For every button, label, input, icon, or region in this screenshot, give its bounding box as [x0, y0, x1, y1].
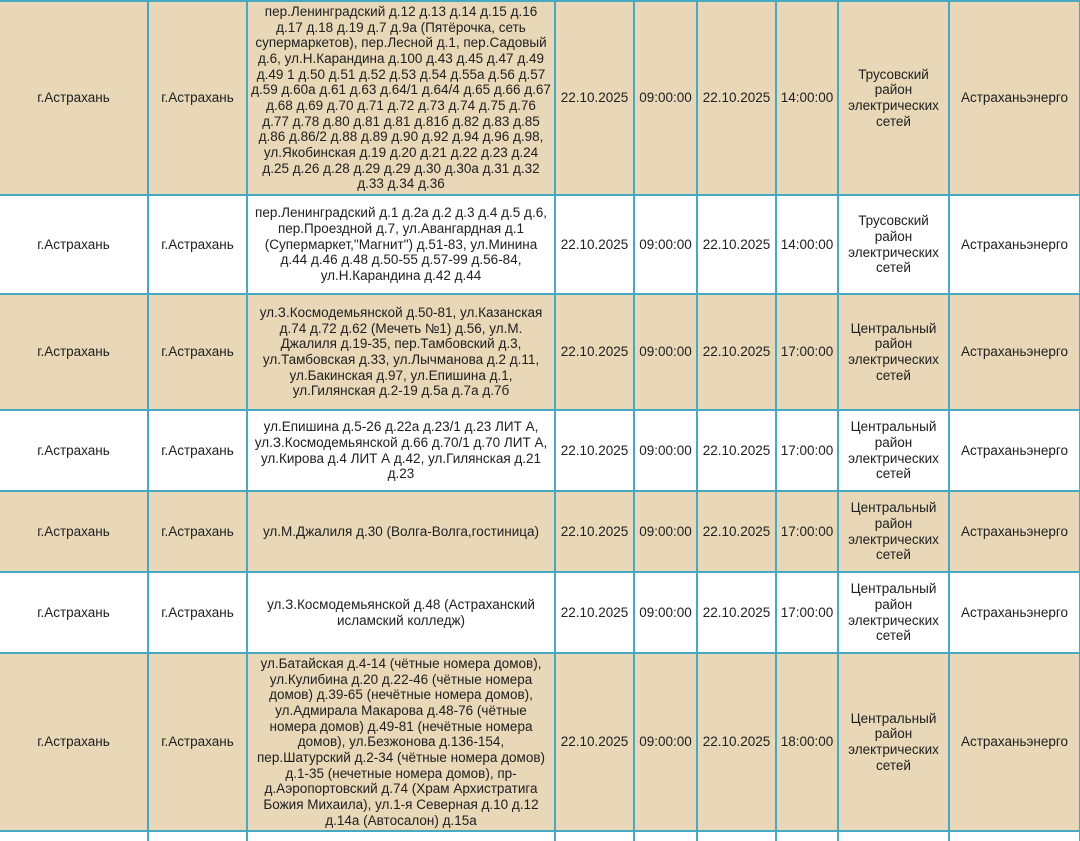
cell-start-date — [555, 831, 634, 841]
cell-settlement: г.Астрахань — [148, 294, 247, 410]
cell-district: Трусовский район электрических сетей — [838, 195, 949, 294]
cell-organization: Астраханьэнерго — [949, 572, 1080, 653]
cell-end-date: 22.10.2025 — [697, 410, 776, 491]
table-row — [0, 294, 1080, 410]
cell-city: г.Астрахань — [0, 491, 148, 572]
cell-city — [0, 831, 148, 841]
cell-end-time: 17:00:00 — [776, 572, 838, 653]
cell-start-time — [634, 831, 697, 841]
cell-end-date: 22.10.2025 — [697, 572, 776, 653]
table-row — [0, 1, 1080, 195]
cell-addresses: ул.З.Космодемьянской д.48 (Астраханский исламский колледж) — [247, 572, 555, 653]
cell-district: Центральный район электрических сетей — [838, 572, 949, 653]
table-row — [0, 831, 1080, 841]
cell-settlement: г.Астрахань — [148, 410, 247, 491]
cell-organization: Астраханьэнерго — [949, 294, 1080, 410]
cell-addresses: ул.З.Космодемьянской д.50-81, ул.Казанская д.74 д.72 д.62 (Мечеть №1) д.56, ул.М. Джалиля д.19-35, пер.Тамбовский д.3, ул.Тамбовская д.33, ул.Лычманова д.2 д.11, ул.Бакинская д.97, ул.Епишина д.1, ул.Гилянская д.2-19 д.5а д.7а д.7б — [247, 294, 555, 410]
cell-start-time: 09:00:00 — [634, 1, 697, 195]
outage-table-body — [0, 1, 1080, 841]
cell-addresses: ул.Батайская д.4-14 (чётные номера домов), ул.Кулибина д.20 д.22-46 (чётные номера домов) д.39-65 (нечётные номера домов), ул.Адмирала Макарова д.48-76 (чётные номера домов) д.49-81 (нечётные номера домов), ул.Безжонова д.136-154, пер.Шатурский д.2-34 (чётные номера домов) д.1-35 (нечетные номера домов), пр-д.Аэропортовский д.74 (Храм Архистратига Божия Михаила), ул.1-я Северная д.10 д.12 д.14а (Автосалон) д.15а — [247, 653, 555, 831]
cell-end-time: 18:00:00 — [776, 653, 838, 831]
cell-city: г.Астрахань — [0, 572, 148, 653]
cell-start-date: 22.10.2025 — [555, 491, 634, 572]
cell-end-time — [776, 831, 838, 841]
cell-end-time: 17:00:00 — [776, 491, 838, 572]
table-row — [0, 410, 1080, 491]
cell-organization: Астраханьэнерго — [949, 195, 1080, 294]
cell-end-date: 22.10.2025 — [697, 1, 776, 195]
cell-city: г.Астрахань — [0, 1, 148, 195]
cell-settlement: г.Астрахань — [148, 195, 247, 294]
table-row — [0, 491, 1080, 572]
cell-start-time: 09:00:00 — [634, 653, 697, 831]
cell-city: г.Астрахань — [0, 410, 148, 491]
cell-start-time: 09:00:00 — [634, 294, 697, 410]
cell-end-date: 22.10.2025 — [697, 294, 776, 410]
cell-city: г.Астрахань — [0, 653, 148, 831]
cell-organization: Астраханьэнерго — [949, 653, 1080, 831]
cell-district: Центральный район электрических сетей — [838, 491, 949, 572]
cell-end-date: 22.10.2025 — [697, 491, 776, 572]
cell-addresses: пер.Ленинградский д.12 д.13 д.14 д.15 д.16 д.17 д.18 д.19 д.7 д.9а (Пятёрочка, сеть супермаркетов), пер.Лесной д.1, пер.Садовый д.6, ул.Н.Карандина д.100 д.43 д.45 д.47 д.49 д.49 1 д.50 д.51 д.52 д.53 д.54 д.55а д.56 д.57 д.59 д.60а д.61 д.63 д.64/1 д.64/4 д.65 д.66 д.67 д.68 д.69 д.70 д.71 д.72 д.73 д.74 д.75 д.76 д.77 д.78 д.80 д.81 д.81 д.81б д.82 д.83 д.85 д.86 д.86/2 д.88 д.89 д.90 д.92 д.94 д.96 д.98, ул.Якобинская д.19 д.20 д.21 д.22 д.23 д.24 д.25 д.26 д.28 д.29 д.29 д.30 д.30а д.31 д.32 д.33 д.34 д.36 — [247, 1, 555, 195]
cell-start-time: 09:00:00 — [634, 195, 697, 294]
cell-addresses: ул.Епишина д.5-26 д.22а д.23/1 д.23 ЛИТ А, ул.З.Космодемьянской д.66 д.70/1 д.70 ЛИТ А, ул.Кирова д.4 ЛИТ А д.42, ул.Гилянская д.21 д.23 — [247, 410, 555, 491]
cell-settlement: г.Астрахань — [148, 572, 247, 653]
cell-end-time: 17:00:00 — [776, 410, 838, 491]
cell-organization: Астраханьэнерго — [949, 491, 1080, 572]
cell-district: Центральный район электрических сетей — [838, 294, 949, 410]
table-row — [0, 195, 1080, 294]
cell-end-time: 17:00:00 — [776, 294, 838, 410]
cell-city: г.Астрахань — [0, 195, 148, 294]
cell-end-time: 14:00:00 — [776, 1, 838, 195]
cell-organization: Астраханьэнерго — [949, 1, 1080, 195]
cell-addresses: ул.М.Джалиля д.30 (Волга-Волга,гостиница) — [247, 491, 555, 572]
cell-start-date: 22.10.2025 — [555, 410, 634, 491]
cell-addresses — [247, 831, 555, 841]
cell-settlement: г.Астрахань — [148, 491, 247, 572]
cell-settlement — [148, 831, 247, 841]
cell-start-date: 22.10.2025 — [555, 294, 634, 410]
cell-organization — [949, 831, 1080, 841]
cell-city: г.Астрахань — [0, 294, 148, 410]
cell-end-date: 22.10.2025 — [697, 195, 776, 294]
cell-settlement: г.Астрахань — [148, 1, 247, 195]
cell-start-date: 22.10.2025 — [555, 1, 634, 195]
table-row — [0, 572, 1080, 653]
cell-addresses: пер.Ленинградский д.1 д.2а д.2 д.3 д.4 д.5 д.6, пер.Проездной д.7, ул.Авангардная д.1 (Супермаркет,"Магнит") д.51-83, ул.Минина д.44 д.46 д.48 д.50-55 д.57-99 д.56-84, ул.Н.Карандина д.42 д.44 — [247, 195, 555, 294]
cell-start-time: 09:00:00 — [634, 410, 697, 491]
cell-end-date — [697, 831, 776, 841]
cell-district: Трусовский район электрических сетей — [838, 1, 949, 195]
cell-organization: Астраханьэнерго — [949, 410, 1080, 491]
cell-district: Центральный район электрических сетей — [838, 653, 949, 831]
table-row — [0, 653, 1080, 831]
cell-settlement: г.Астрахань — [148, 653, 247, 831]
cell-start-date: 22.10.2025 — [555, 572, 634, 653]
cell-district — [838, 831, 949, 841]
cell-start-time: 09:00:00 — [634, 491, 697, 572]
cell-end-date: 22.10.2025 — [697, 653, 776, 831]
cell-start-date: 22.10.2025 — [555, 653, 634, 831]
cell-district: Центральный район электрических сетей — [838, 410, 949, 491]
cell-start-time: 09:00:00 — [634, 572, 697, 653]
cell-end-time: 14:00:00 — [776, 195, 838, 294]
cell-start-date: 22.10.2025 — [555, 195, 634, 294]
